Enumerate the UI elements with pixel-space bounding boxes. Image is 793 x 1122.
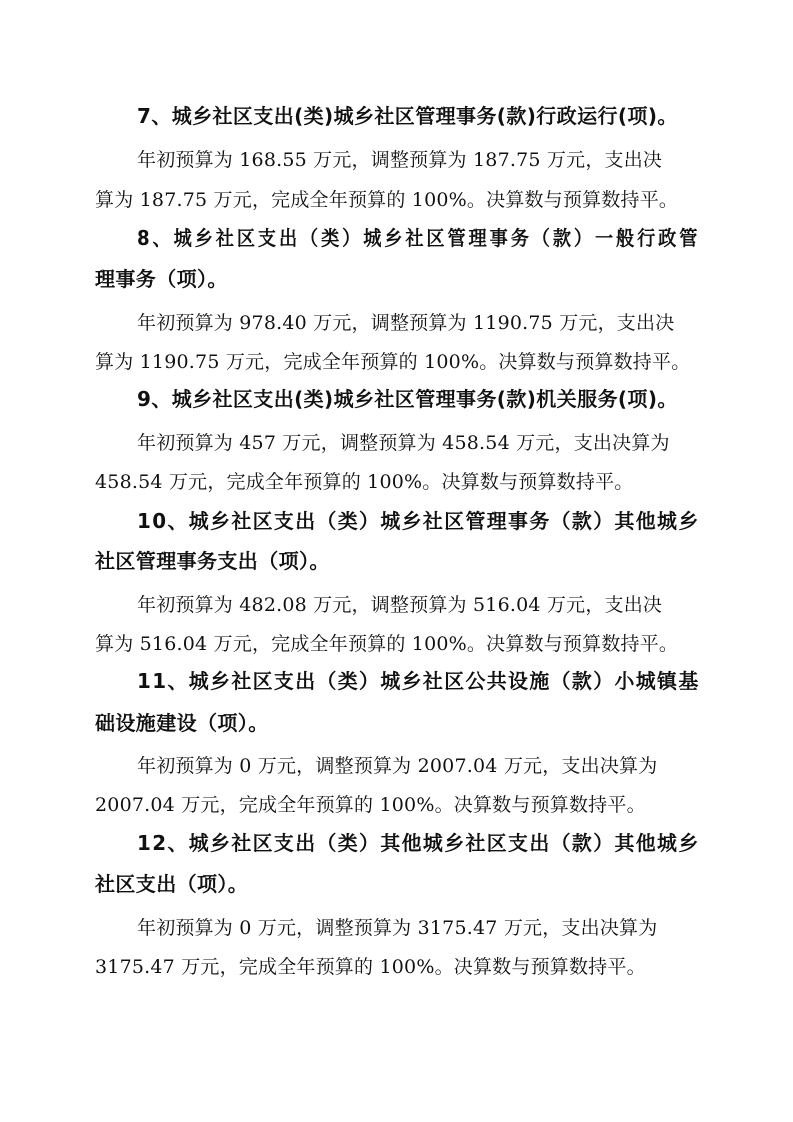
section-12-heading-line-1: 12、城乡社区支出（类）其他城乡社区支出（款）其他城乡 xyxy=(137,831,700,855)
section-9-heading: 9、城乡社区支出(类)城乡社区管理事务(款)机关服务(项)。 xyxy=(137,387,678,411)
section-12-heading-line-2: 社区支出（项）。 xyxy=(95,872,249,896)
section-11-body-line-2: 2007.04 万元，完成全年预算的 100%。决算数与预算数持平。 xyxy=(95,794,646,816)
section-8-heading-line-1: 8、城乡社区支出（类）城乡社区管理事务（款）一般行政管 xyxy=(137,226,701,250)
section-12-body-line-2: 3175.47 万元，完成全年预算的 100%。决算数与预算数持平。 xyxy=(95,956,646,978)
section-12-body-line-1: 年初预算为 0 万元，调整预算为 3175.47 万元，支出决算为 xyxy=(137,917,658,939)
section-7-body-line-1: 年初预算为 168.55 万元，调整预算为 187.75 万元，支出决 xyxy=(137,149,663,171)
section-10-body-line-2: 算为 516.04 万元，完成全年预算的 100%。决算数与预算数持平。 xyxy=(95,633,679,655)
section-7-heading: 7、城乡社区支出(类)城乡社区管理事务(款)行政运行(项)。 xyxy=(137,104,678,128)
section-8-body-line-2: 算为 1190.75 万元，完成全年预算的 100%。决算数与预算数持平。 xyxy=(95,351,691,373)
section-8-heading-line-2: 理事务（项）。 xyxy=(95,267,228,291)
section-10-body-line-1: 年初预算为 482.08 万元，调整预算为 516.04 万元，支出决 xyxy=(137,594,663,616)
section-9-body-line-2: 458.54 万元，完成全年预算的 100%。决算数与预算数持平。 xyxy=(95,471,634,493)
section-9-body-line-1: 年初预算为 457 万元，调整预算为 458.54 万元，支出决算为 xyxy=(137,432,670,454)
section-11-body-line-1: 年初预算为 0 万元，调整预算为 2007.04 万元，支出决算为 xyxy=(137,755,658,777)
section-7-body-line-2: 算为 187.75 万元，完成全年预算的 100%。决算数与预算数持平。 xyxy=(95,189,679,211)
section-8-body-line-1: 年初预算为 978.40 万元，调整预算为 1190.75 万元，支出决 xyxy=(137,312,675,334)
section-10-heading-line-2: 社区管理事务支出（项）。 xyxy=(95,549,330,573)
section-10-heading-line-1: 10、城乡社区支出（类）城乡社区管理事务（款）其他城乡 xyxy=(137,509,700,533)
section-11-heading-line-2: 础设施建设（项）。 xyxy=(95,711,269,735)
section-11-heading-line-1: 11、城乡社区支出（类）城乡社区公共设施（款）小城镇基 xyxy=(137,669,700,693)
